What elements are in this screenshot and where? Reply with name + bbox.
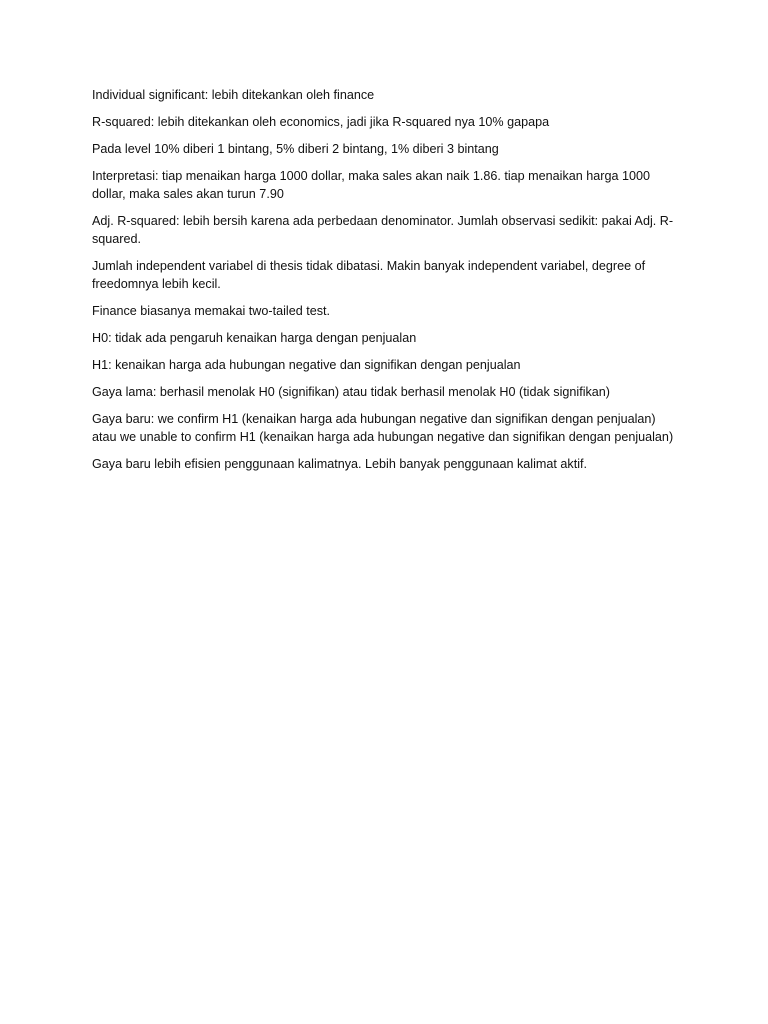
paragraph-interpretasi: Interpretasi: tiap menaikan harga 1000 dollar, maka sales akan naik 1.86. tiap menaikan harga 1000 dollar, maka sales akan turun 7.90	[92, 169, 650, 201]
paragraph-h1: H1: kenaikan harga ada hubungan negative dan signifikan dengan penjualan	[92, 358, 521, 372]
paragraph-two-tailed-test: Finance biasanya memakai two-tailed test.	[92, 304, 330, 318]
paragraph-r-squared: R-squared: lebih ditekankan oleh economics, jadi jika R-squared nya 10% gapapa	[92, 115, 550, 129]
paragraph-h0: H0: tidak ada pengaruh kenaikan harga dengan penjualan	[92, 331, 417, 345]
paragraph-gaya-baru: Gaya baru: we confirm H1 (kenaikan harga ada hubungan negative dan signifikan dengan penjualan) atau we unable to confirm H1 (kenaikan harga ada hubungan negative dan signifikan dengan penjualan)	[92, 412, 674, 444]
paragraph-individual-significant: Individual significant: lebih ditekankan oleh finance	[92, 88, 375, 102]
paragraph-independent-variabel: Jumlah independent variabel di thesis tidak dibatasi. Makin banyak independent variabel, degree of freedomnya lebih kecil.	[92, 259, 646, 291]
paragraph-adj-r-squared: Adj. R-squared: lebih bersih karena ada perbedaan denominator. Jumlah observasi sedikit: pakai Adj. R-squared.	[92, 214, 674, 246]
paragraph-significance-level: Pada level 10% diberi 1 bintang, 5% diberi 2 bintang, 1% diberi 3 bintang	[92, 142, 499, 156]
paragraph-gaya-lama: Gaya lama: berhasil menolak H0 (signifikan) atau tidak berhasil menolak H0 (tidak signifikan)	[92, 385, 610, 399]
paragraph-gaya-baru-efisien: Gaya baru lebih efisien penggunaan kalimatnya. Lebih banyak penggunaan kalimat aktif.	[92, 457, 587, 471]
